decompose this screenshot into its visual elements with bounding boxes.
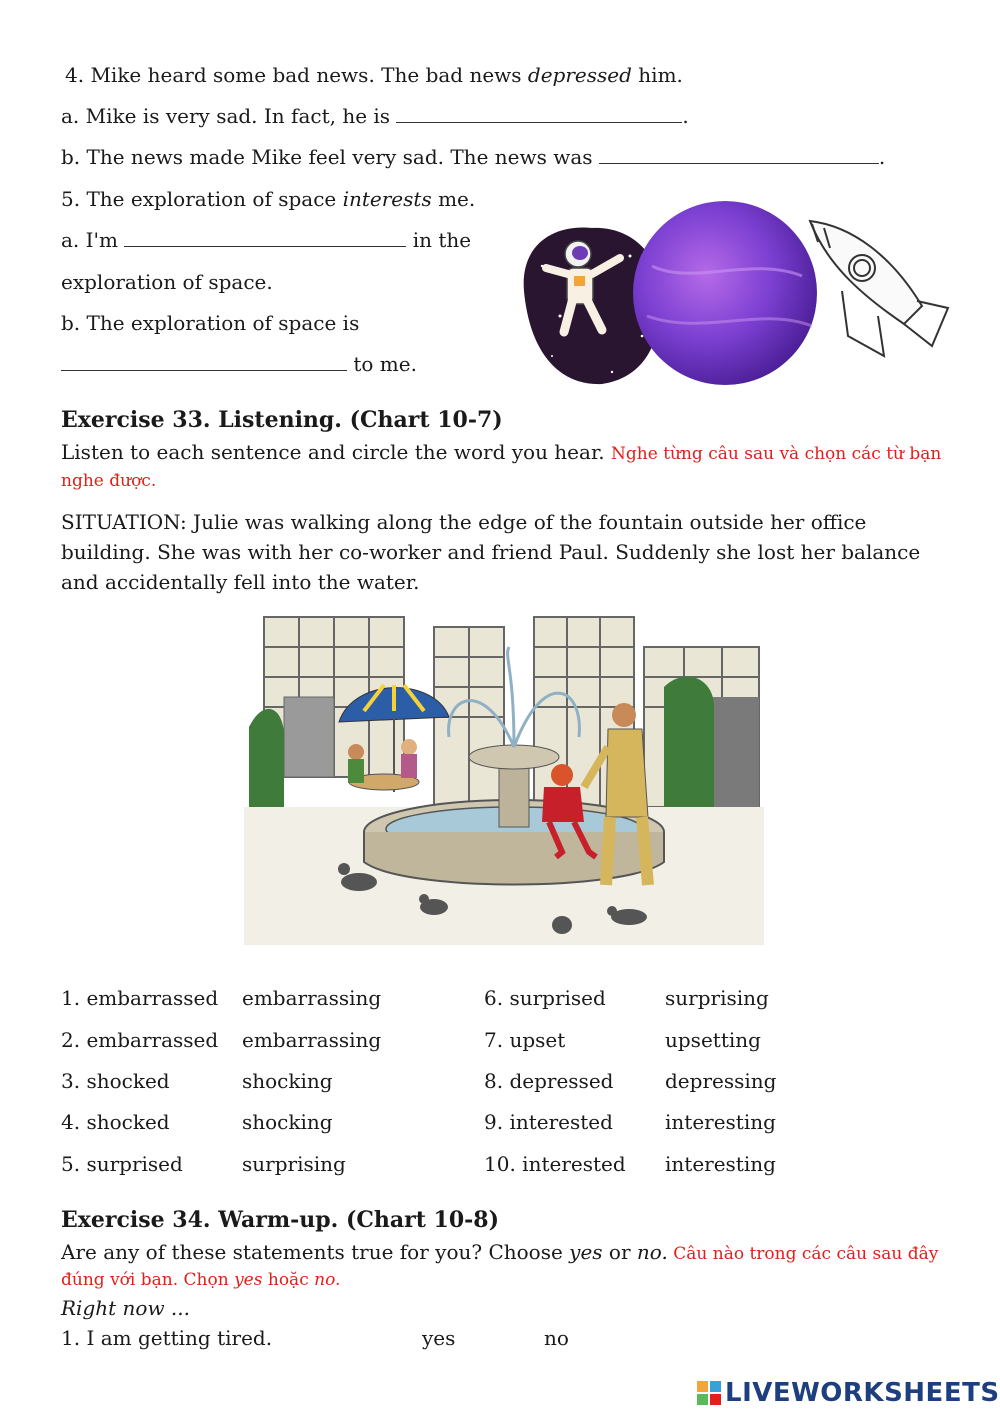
fountain-illustration xyxy=(244,607,764,945)
choice-word: interested xyxy=(522,1152,626,1176)
listening-choice-b[interactable]: shocking xyxy=(242,1069,333,1093)
listening-choice-a[interactable] xyxy=(484,1110,613,1134)
listening-choice-b[interactable]: shocking xyxy=(242,1110,333,1134)
q5-answer-a-cont: exploration of space. xyxy=(61,270,273,294)
q4-answer-a: a. Mike is very sad. In fact, he is . xyxy=(61,104,689,128)
space-illustration xyxy=(512,196,957,392)
exercise-34-item-1: 1. I am getting tired. xyxy=(61,1326,273,1350)
choice-word: depressed xyxy=(509,1069,614,1093)
listening-choice-b[interactable]: interesting xyxy=(665,1110,776,1134)
exercise-34-instruction: Are any of these statements true for you? Choose yes or no. Câu nào trong các câu sau đây xyxy=(61,1240,939,1264)
liveworksheets-logo[interactable] xyxy=(697,1378,1000,1408)
exercise-33-instruction-vi: nghe được. xyxy=(61,471,157,491)
choice-word: shocked xyxy=(86,1069,170,1093)
item-number: 1. xyxy=(61,986,81,1010)
item-number: 4. xyxy=(61,1110,81,1134)
liveworksheets-logo-icon xyxy=(697,1381,721,1405)
item-number: 8. xyxy=(484,1069,504,1093)
q5-answer-a: a. I'm in the xyxy=(61,228,472,252)
item-number: 2. xyxy=(61,1028,81,1052)
q5-answer-b-cont: to me. xyxy=(61,352,417,376)
choice-word: embarrassed xyxy=(86,986,219,1010)
q4a-blank[interactable] xyxy=(396,105,682,123)
exercise-33-title: Exercise 33. Listening. (Chart 10-7) xyxy=(61,407,503,433)
listening-choice-b[interactable]: upsetting xyxy=(665,1028,761,1052)
yes-option[interactable]: yes xyxy=(422,1326,456,1350)
item-number: 5. xyxy=(61,1152,81,1176)
listening-choice-b[interactable]: embarrassing xyxy=(242,1028,382,1052)
listening-choice-a[interactable] xyxy=(61,1152,183,1176)
choice-word: surprised xyxy=(86,1152,183,1176)
item-number: 10. xyxy=(484,1152,516,1176)
item-number: 3. xyxy=(61,1069,81,1093)
choice-word: upset xyxy=(509,1028,566,1052)
listening-choice-b[interactable]: surprising xyxy=(665,986,769,1010)
listening-choice-a[interactable] xyxy=(484,1069,613,1093)
exercise-34-title: Exercise 34. Warm-up. (Chart 10-8) xyxy=(61,1207,499,1233)
exercise-34-instruction-vi: đúng với bạn. Chọn yes hoặc no. xyxy=(61,1270,341,1290)
right-now-label: Right now ... xyxy=(61,1296,191,1320)
listening-choice-a[interactable] xyxy=(61,1110,170,1134)
item-number: 7. xyxy=(484,1028,504,1052)
rocket-icon xyxy=(810,221,948,356)
q4-answer-b: b. The news made Mike feel very sad. The news was . xyxy=(61,145,886,169)
choice-word: embarrassed xyxy=(86,1028,219,1052)
q5-answer-b: b. The exploration of space is xyxy=(61,311,360,335)
liveworksheets-logo-text: LIVEWORKSHEETS xyxy=(725,1378,1000,1408)
listening-choice-a[interactable] xyxy=(61,1028,218,1052)
listening-choice-b[interactable]: embarrassing xyxy=(242,986,382,1010)
choice-word: shocked xyxy=(86,1110,170,1134)
listening-choice-b[interactable]: surprising xyxy=(242,1152,346,1176)
listening-choice-a[interactable] xyxy=(484,1028,565,1052)
listening-choice-a[interactable] xyxy=(61,1069,170,1093)
listening-choice-a[interactable] xyxy=(484,1152,626,1176)
listening-choice-a[interactable] xyxy=(484,986,606,1010)
listening-choice-a[interactable] xyxy=(61,986,218,1010)
listening-choice-b[interactable]: depressing xyxy=(665,1069,777,1093)
choice-word: surprised xyxy=(509,986,606,1010)
q4b-blank[interactable] xyxy=(599,146,879,164)
q5b-blank[interactable] xyxy=(61,353,347,371)
exercise-33-situation: SITUATION: Julie was walking along the edge of the fountain outside her office building. She was with her co-worker and friend Paul. Suddenly she lost her balance and accidentally fell into the water. xyxy=(61,510,921,594)
no-option[interactable]: no xyxy=(544,1326,569,1350)
q5-prompt: 5. The exploration of space interests me. xyxy=(61,187,476,211)
item-number: 9. xyxy=(484,1110,504,1134)
planet-icon xyxy=(633,201,817,385)
exercise-33-instruction: Listen to each sentence and circle the word you hear. Nghe từng câu sau và chọn các từ bạn xyxy=(61,440,942,464)
listening-choice-b[interactable]: interesting xyxy=(665,1152,776,1176)
q4-prompt: 4. Mike heard some bad news. The bad news depressed him. xyxy=(65,63,683,87)
q5a-blank[interactable] xyxy=(124,229,406,247)
building-center-icon xyxy=(434,617,634,807)
choice-word: interested xyxy=(509,1110,613,1134)
item-number: 6. xyxy=(484,986,504,1010)
